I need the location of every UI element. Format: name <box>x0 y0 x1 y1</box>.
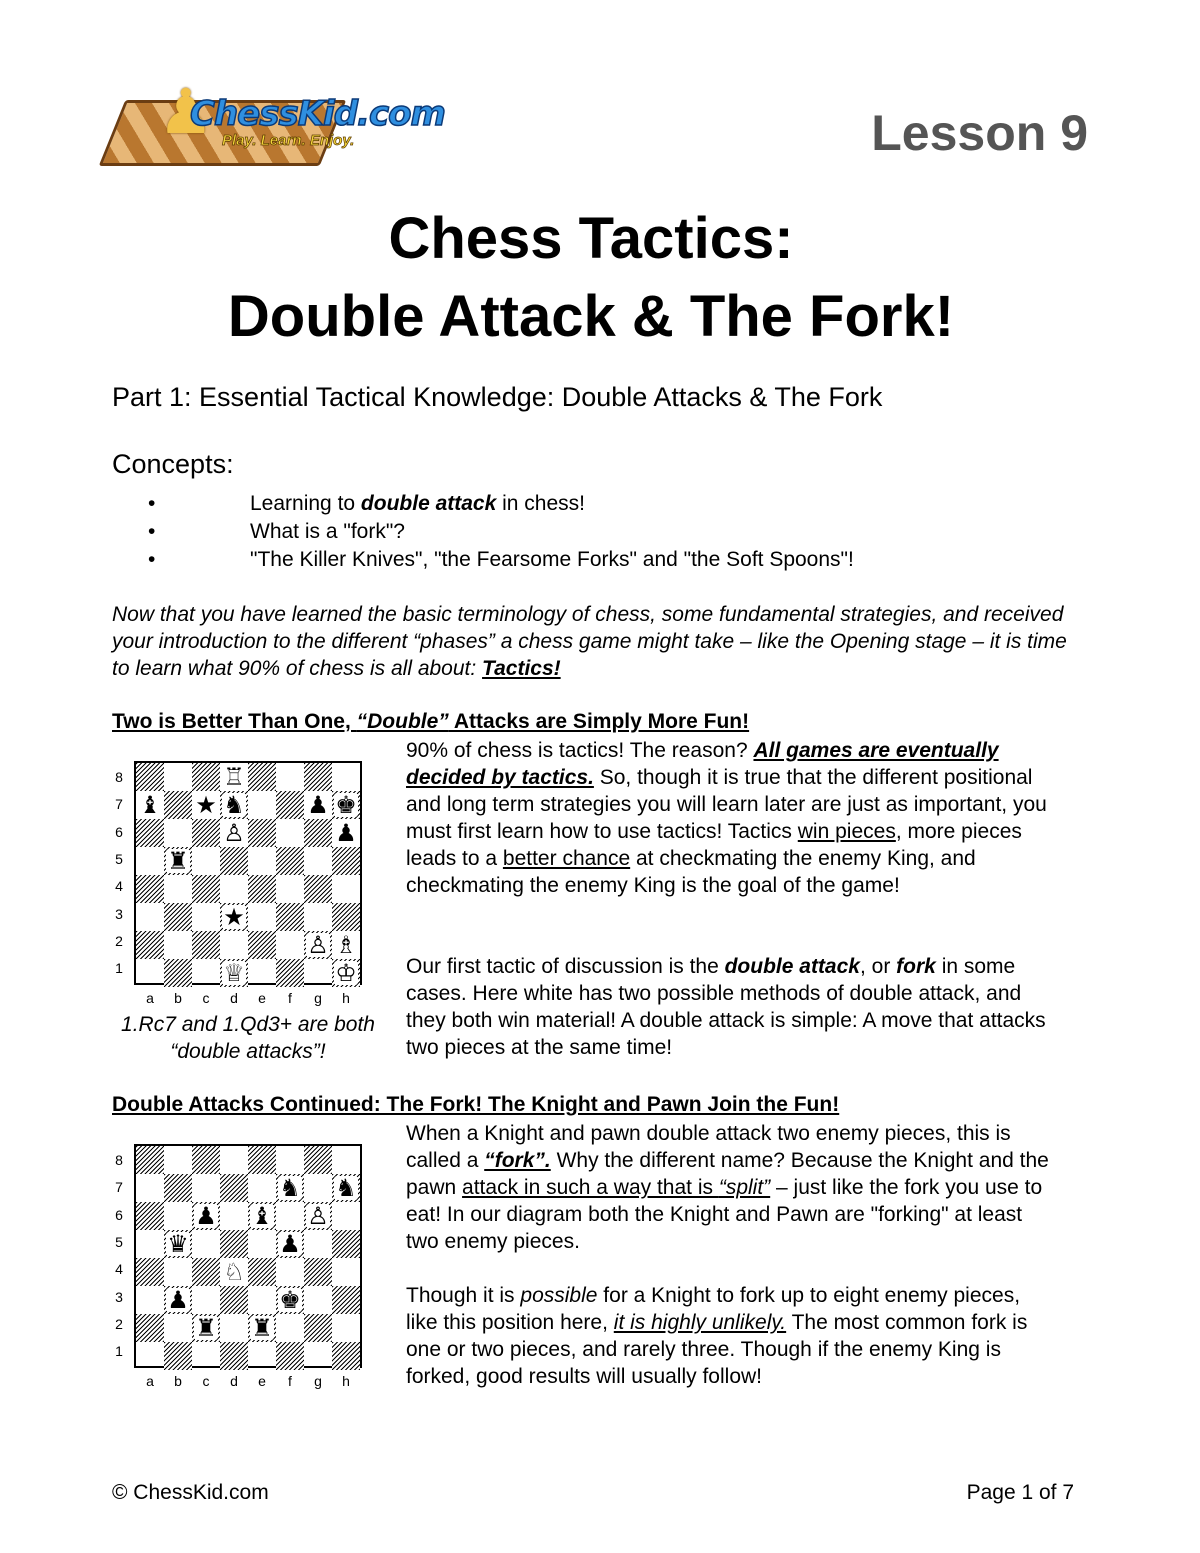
square-b6 <box>164 1202 192 1230</box>
square-a8 <box>136 763 164 791</box>
chess-piece-f5: ♟ <box>279 1230 301 1258</box>
list-item: • "The Killer Knives", "the Fearsome Forks" and "the Soft Spoons"! <box>112 546 854 574</box>
square-f1 <box>276 1342 304 1370</box>
square-g5 <box>304 1230 332 1258</box>
section2-paragraph1: When a Knight and pawn double attack two enemy pieces, this is called a “fork”. Why the different name? Because the Knight and the pawn attack in such a way that is “split” – just like the fork you use to eat! In our diagram both the Knight and Pawn are "forking" at least two enemy pieces. <box>406 1122 1049 1253</box>
diagram2-rank-label: 8 <box>115 1152 123 1168</box>
square-h4 <box>332 875 360 903</box>
square-d8 <box>220 763 248 791</box>
diagram2-rank-label: 7 <box>115 1179 123 1196</box>
diagram2-file-label: d <box>230 1373 238 1389</box>
square-c7 <box>192 791 220 819</box>
square-g7 <box>304 791 332 819</box>
square-b7 <box>164 1174 192 1202</box>
square-b5 <box>164 1230 192 1258</box>
square-g3 <box>304 1286 332 1314</box>
diagram1-rank-label: 7 <box>115 796 123 813</box>
diagram2-file-label: f <box>288 1373 292 1389</box>
diagram1-rank-label: 4 <box>115 878 123 895</box>
square-a8 <box>136 1146 164 1174</box>
square-a3 <box>136 1286 164 1314</box>
square-h6 <box>332 1202 360 1230</box>
diagram2-rank-label: 2 <box>115 1315 123 1332</box>
chess-piece-g6: ♙ <box>307 1202 329 1230</box>
square-h5 <box>332 847 360 875</box>
square-e2 <box>248 931 276 959</box>
square-b1 <box>164 959 192 987</box>
square-a5 <box>136 1230 164 1258</box>
square-h4 <box>332 1258 360 1286</box>
square-f8 <box>276 763 304 791</box>
square-a6 <box>136 819 164 847</box>
square-c1 <box>192 959 220 987</box>
square-g4 <box>304 1258 332 1286</box>
diagram2-rank-label: 6 <box>115 1206 123 1223</box>
square-a4 <box>136 875 164 903</box>
square-h2 <box>332 1314 360 1342</box>
chess-piece-f7: ♞ <box>279 1174 301 1202</box>
square-b5 <box>164 847 192 875</box>
square-d7 <box>220 1174 248 1202</box>
chess-piece-b3: ♟ <box>167 1286 189 1314</box>
square-e8 <box>248 763 276 791</box>
diagram2-file-label: c <box>202 1373 210 1389</box>
square-g6 <box>304 1202 332 1230</box>
square-c7 <box>192 1174 220 1202</box>
square-h6 <box>332 819 360 847</box>
square-f1 <box>276 959 304 987</box>
square-f7 <box>276 791 304 819</box>
square-e5 <box>248 1230 276 1258</box>
square-f4 <box>276 1258 304 1286</box>
chess-piece-e6: ♝ <box>251 1202 273 1230</box>
square-d1 <box>220 1342 248 1370</box>
square-b8 <box>164 763 192 791</box>
page-title-line1: Chess Tactics: <box>388 206 794 271</box>
square-c2 <box>192 1314 220 1342</box>
square-f6 <box>276 819 304 847</box>
section1-paragraph2: Our first tactic of discussion is the double attack, or fork in some cases. Here white has two possible methods of double attack, and they both win material! A double attack is simple: A move that attacks two pieces at the same time! <box>406 955 1046 1059</box>
square-f5 <box>276 847 304 875</box>
square-h2 <box>332 931 360 959</box>
diagram1-file-label: h <box>342 990 350 1006</box>
chess-piece-b5: ♜ <box>167 847 189 875</box>
square-d6 <box>220 819 248 847</box>
diagram1-rank-label: 1 <box>115 960 123 977</box>
square-d7 <box>220 791 248 819</box>
concepts-heading: Concepts: <box>112 449 234 479</box>
logo-tagline: Play. Learn. Enjoy. <box>222 132 355 149</box>
square-d5 <box>220 847 248 875</box>
square-e3 <box>248 903 276 931</box>
chess-piece-h1: ♔ <box>335 959 357 987</box>
logo-brand: ChessKid.com <box>190 94 445 134</box>
square-e6 <box>248 819 276 847</box>
square-d2 <box>220 931 248 959</box>
section2-heading: Double Attacks Continued: The Fork! The Knight and Pawn Join the Fun! <box>112 1093 840 1116</box>
square-h1 <box>332 1342 360 1370</box>
diagram1-file-label: e <box>258 990 266 1006</box>
section2-paragraph2: Though it is possible for a Knight to fork up to eight enemy pieces, like this position here, it is highly unlikely. The most common fork is one or two pieces, and rarely three. Though if the enemy King is forked, good results will usually follow! <box>406 1284 1028 1388</box>
square-a2 <box>136 1314 164 1342</box>
diagram1-file-label: c <box>202 990 210 1006</box>
chess-piece-d4: ♘ <box>223 1258 245 1286</box>
list-item: • What is a "fork"? <box>112 518 854 546</box>
intro-paragraph: Now that you have learned the basic terminology of chess, some fundamental strategies, and received your introduction to the different “phases” a chess game might take – like the Opening stage – it is time to learn what 90% of chess is all about: Tactics! <box>112 603 1067 680</box>
chess-piece-e2: ♜ <box>251 1314 273 1342</box>
square-a7 <box>136 791 164 819</box>
chess-piece-f3: ♚ <box>279 1286 301 1314</box>
square-f4 <box>276 875 304 903</box>
chess-piece-c2: ♜ <box>195 1314 217 1342</box>
chess-piece-d7: ♞ <box>223 791 245 819</box>
square-h7 <box>332 1174 360 1202</box>
square-e5 <box>248 847 276 875</box>
lesson-number: Lesson 9 <box>871 105 1088 161</box>
chess-diagram-1 <box>134 761 362 985</box>
diagram1-file-label: a <box>146 990 154 1006</box>
square-d5 <box>220 1230 248 1258</box>
square-d6 <box>220 1202 248 1230</box>
page-title-line2: Double Attack & The Fork! <box>227 284 955 349</box>
square-a5 <box>136 847 164 875</box>
square-c8 <box>192 763 220 791</box>
diagram2-rank-label: 4 <box>115 1261 123 1278</box>
footer-page-number: Page 1 of 7 <box>966 1481 1074 1504</box>
chess-piece-g2: ♙ <box>307 931 329 959</box>
square-a1 <box>136 959 164 987</box>
chess-piece-a7: ♝ <box>139 791 161 819</box>
chess-piece-b5: ♛ <box>167 1230 189 1258</box>
square-g4 <box>304 875 332 903</box>
tactics-emphasis: Tactics! <box>482 657 561 680</box>
square-g3 <box>304 903 332 931</box>
chess-piece-h2: ♗ <box>335 931 357 959</box>
square-e3 <box>248 1286 276 1314</box>
diagram1-rank-label: 2 <box>115 932 123 949</box>
bullet-icon: • <box>148 492 156 515</box>
square-e7 <box>248 1174 276 1202</box>
square-g1 <box>304 1342 332 1370</box>
diagram1-caption: 1.Rc7 and 1.Qd3+ are both “double attacks”! <box>121 1013 375 1063</box>
diagram2-file-label: a <box>146 1373 154 1389</box>
square-c5 <box>192 847 220 875</box>
square-a3 <box>136 903 164 931</box>
square-g2 <box>304 1314 332 1342</box>
section1-heading: Two is Better Than One, “Double” Attacks are Simply More Fun! <box>112 710 750 733</box>
diagram1-file-label: g <box>314 990 322 1006</box>
square-e6 <box>248 1202 276 1230</box>
square-d3 <box>220 903 248 931</box>
square-e4 <box>248 1258 276 1286</box>
square-h8 <box>332 1146 360 1174</box>
chess-piece-g7: ♟ <box>307 791 329 819</box>
square-c2 <box>192 931 220 959</box>
diagram2-file-label: b <box>174 1373 182 1389</box>
bullet-icon: • <box>148 520 156 543</box>
square-c5 <box>192 1230 220 1258</box>
square-b2 <box>164 931 192 959</box>
diagram1-file-label: f <box>288 990 292 1006</box>
diagram2-rank-label: 1 <box>115 1343 123 1360</box>
square-e7 <box>248 791 276 819</box>
square-f2 <box>276 931 304 959</box>
square-c6 <box>192 1202 220 1230</box>
square-d3 <box>220 1286 248 1314</box>
diagram1-rank-label: 8 <box>115 769 123 785</box>
square-b7 <box>164 791 192 819</box>
square-e4 <box>248 875 276 903</box>
chess-piece-d1: ♕ <box>223 959 245 987</box>
diagram2-file-label: e <box>258 1373 266 1389</box>
square-f8 <box>276 1146 304 1174</box>
footer-copyright: © ChessKid.com <box>112 1481 269 1504</box>
square-c4 <box>192 875 220 903</box>
square-h7 <box>332 791 360 819</box>
diagram2-rank-label: 3 <box>115 1288 123 1305</box>
chess-diagram-2 <box>134 1144 362 1368</box>
square-g7 <box>304 1174 332 1202</box>
chess-piece-d3: ★ <box>223 903 245 931</box>
square-f5 <box>276 1230 304 1258</box>
list-item: • Learning to double attack in chess! <box>112 490 854 518</box>
logo-pawn-icon: ♟ <box>158 78 214 147</box>
square-g2 <box>304 931 332 959</box>
square-c6 <box>192 819 220 847</box>
square-b3 <box>164 1286 192 1314</box>
diagram2-rank-label: 5 <box>115 1233 123 1250</box>
square-g1 <box>304 959 332 987</box>
chess-piece-d6: ♙ <box>223 819 245 847</box>
chess-piece-h7: ♞ <box>335 1174 357 1202</box>
square-d2 <box>220 1314 248 1342</box>
square-d4 <box>220 1258 248 1286</box>
square-f2 <box>276 1314 304 1342</box>
square-a1 <box>136 1342 164 1370</box>
square-g8 <box>304 1146 332 1174</box>
square-h3 <box>332 903 360 931</box>
chess-piece-h6: ♟ <box>335 819 357 847</box>
square-a7 <box>136 1174 164 1202</box>
part-heading: Part 1: Essential Tactical Knowledge: Double Attacks & The Fork <box>112 382 883 412</box>
diagram2-file-label: h <box>342 1373 350 1389</box>
square-f3 <box>276 1286 304 1314</box>
square-f3 <box>276 903 304 931</box>
square-g5 <box>304 847 332 875</box>
square-d8 <box>220 1146 248 1174</box>
square-b8 <box>164 1146 192 1174</box>
diagram2-file-label: g <box>314 1373 322 1389</box>
square-b2 <box>164 1314 192 1342</box>
square-h3 <box>332 1286 360 1314</box>
square-e8 <box>248 1146 276 1174</box>
diagram1-rank-label: 5 <box>115 850 123 867</box>
chess-piece-h7: ♚ <box>335 791 357 819</box>
concepts-list <box>112 490 854 574</box>
square-e1 <box>248 1342 276 1370</box>
chess-piece-c7: ★ <box>195 791 217 819</box>
square-b6 <box>164 819 192 847</box>
square-h8 <box>332 763 360 791</box>
square-g6 <box>304 819 332 847</box>
square-h1 <box>332 959 360 987</box>
square-a6 <box>136 1202 164 1230</box>
diagram1-rank-label: 3 <box>115 905 123 922</box>
square-e2 <box>248 1314 276 1342</box>
square-g8 <box>304 763 332 791</box>
square-a2 <box>136 931 164 959</box>
chess-piece-d8: ♖ <box>223 763 245 791</box>
square-d1 <box>220 959 248 987</box>
square-d4 <box>220 875 248 903</box>
square-h5 <box>332 1230 360 1258</box>
square-b4 <box>164 1258 192 1286</box>
chesskid-logo <box>112 78 445 172</box>
square-e1 <box>248 959 276 987</box>
square-c3 <box>192 1286 220 1314</box>
square-f7 <box>276 1174 304 1202</box>
chess-piece-c6: ♟ <box>195 1202 217 1230</box>
diagram1-rank-label: 6 <box>115 823 123 840</box>
square-c3 <box>192 903 220 931</box>
square-c4 <box>192 1258 220 1286</box>
square-c8 <box>192 1146 220 1174</box>
diagram1-file-label: d <box>230 990 238 1006</box>
square-b3 <box>164 903 192 931</box>
square-b1 <box>164 1342 192 1370</box>
bullet-icon: • <box>148 548 156 571</box>
square-f6 <box>276 1202 304 1230</box>
square-b4 <box>164 875 192 903</box>
square-a4 <box>136 1258 164 1286</box>
diagram1-file-label: b <box>174 990 182 1006</box>
square-c1 <box>192 1342 220 1370</box>
section1-paragraph1: 90% of chess is tactics! The reason? All games are eventually decided by tactics. So, though it is true that the different positional and long term strategies you will learn later are just as important, you must first learn how to use tactics! Tactics win pieces, more pieces leads to a better chance at checkmating the enemy King, and checkmating the enemy King is the goal of the game! <box>406 739 1047 897</box>
